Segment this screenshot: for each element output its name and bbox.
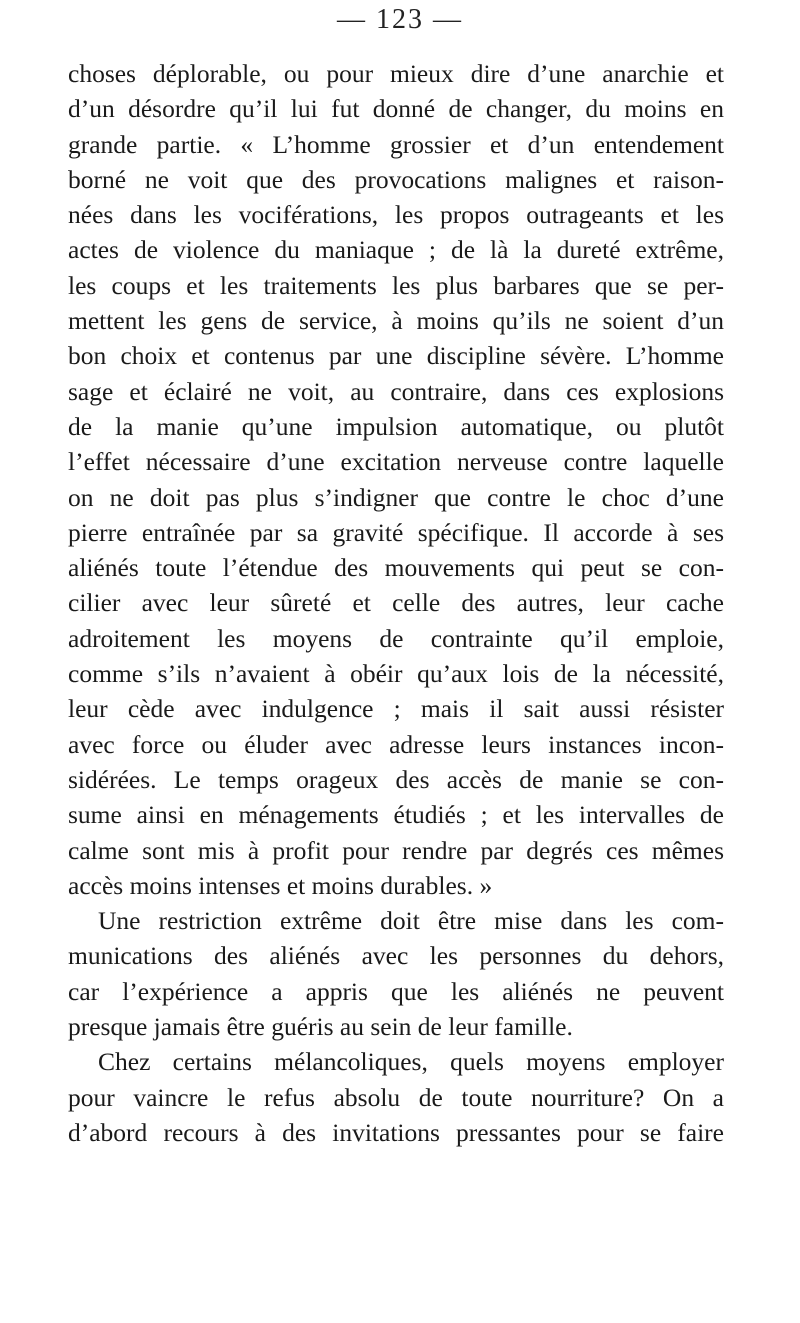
text-line: cilier avec leur sûreté et celle des autres, leur cache [68, 588, 724, 618]
text-line: adroitement les moyens de contrainte qu’il emploie, [68, 623, 724, 653]
text-line: on ne doit pas plus s’indigner que contre le choc d’une [68, 482, 724, 512]
paragraph-end-line: presque jamais être guéris au sein de leur famille. [68, 1012, 573, 1042]
text-line: grande partie. « L’homme grossier et d’un entendement [68, 129, 724, 159]
text-line: d’abord recours à des invitations pressantes pour se faire [68, 1117, 724, 1147]
text-line: sidérées. Le temps orageux des accès de manie se con- [68, 764, 724, 794]
text-line: mettent les gens de service, à moins qu’ils ne soient d’un [68, 306, 724, 336]
text-line: pierre entraînée par sa gravité spécifique. Il accorde à ses [68, 517, 724, 547]
text-line: d’un désordre qu’il lui fut donné de changer, du moins en [68, 94, 724, 124]
text-line: nées dans les vociférations, les propos outrageants et les [68, 200, 724, 230]
text-line: avec force ou éluder avec adresse leurs instances incon- [68, 729, 724, 759]
text-line: borné ne voit que des provocations malignes et raison- [68, 164, 724, 194]
text-line: bon choix et contenus par une discipline sévère. L’homme [68, 341, 724, 371]
text-line: leur cède avec indulgence ; mais il sait aussi résister [68, 694, 724, 724]
text-line: choses déplorable, ou pour mieux dire d’une anarchie et [68, 59, 724, 88]
page-number: — 123 — [337, 4, 463, 35]
paragraph-end-line: accès moins intenses et moins durables. » [68, 870, 493, 900]
text-line: actes de violence du maniaque ; de là la dureté extrême, [68, 235, 724, 265]
paragraph-start-line: Une restriction extrême doit être mise dans les com- [98, 906, 724, 936]
text-line: pour vaincre le refus absolu de toute nourriture? On a [68, 1082, 724, 1112]
paragraph-start-line: Chez certains mélancoliques, quels moyens employer [98, 1047, 724, 1077]
text-line: sage et éclairé ne voit, au contraire, dans ces explosions [68, 376, 724, 406]
text-line: car l’expérience a appris que les aliénés ne peuvent [68, 976, 724, 1006]
text-line: sume ainsi en ménagements étudiés ; et les intervalles de [68, 800, 724, 830]
text-line: de la manie qu’une impulsion automatique, ou plutôt [68, 411, 724, 441]
body-text [68, 56, 724, 1150]
text-line: calme sont mis à profit pour rendre par degrés ces mêmes [68, 835, 724, 865]
text-line: l’effet nécessaire d’une excitation nerveuse contre laquelle [68, 447, 724, 477]
text-line: les coups et les traitements les plus barbares que se per- [68, 270, 724, 300]
text-line: aliénés toute l’étendue des mouvements qui peut se con- [68, 553, 724, 583]
text-line: comme s’ils n’avaient à obéir qu’aux lois de la nécessité, [68, 659, 724, 689]
text-line: munications des aliénés avec les personnes du dehors, [68, 941, 724, 971]
